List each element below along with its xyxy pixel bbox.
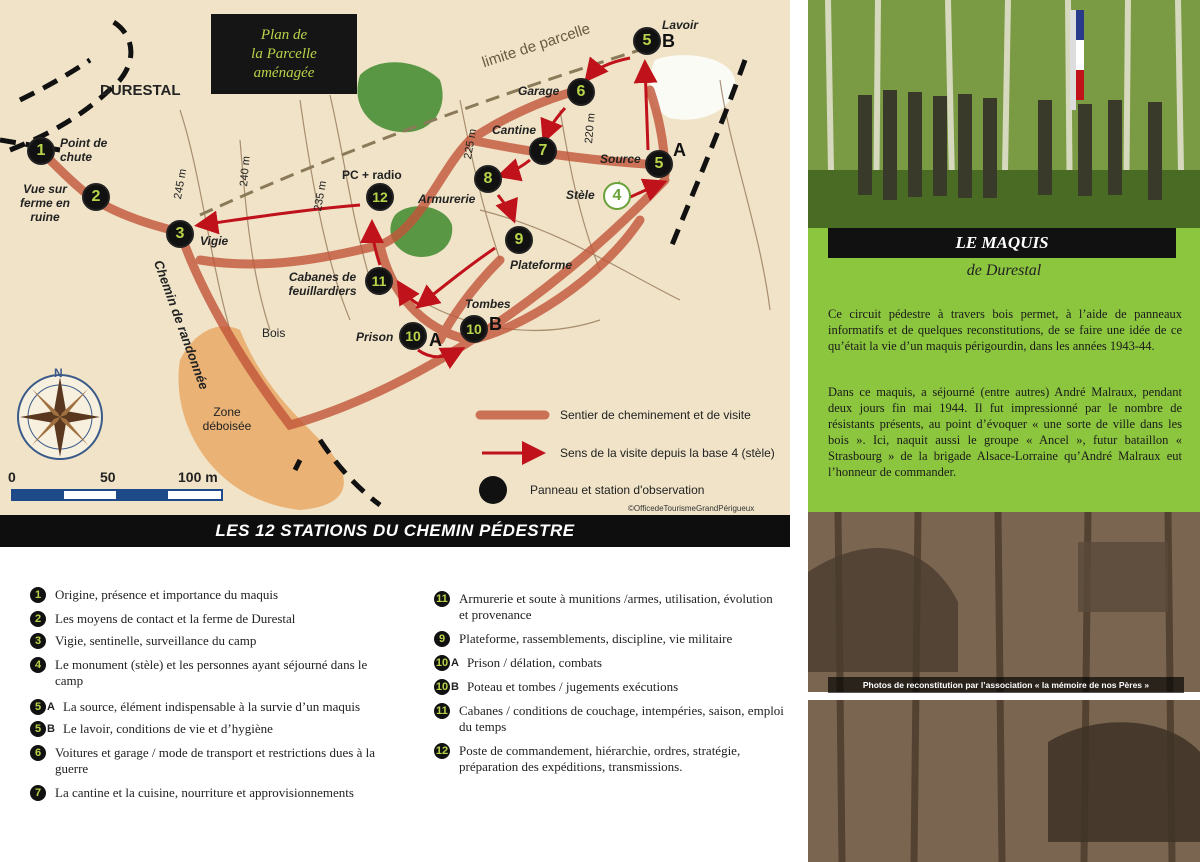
station-number: 10 (435, 681, 449, 693)
station-number-badge (434, 631, 451, 647)
station-5a-variant: A (673, 140, 686, 160)
photo-top-drawing (808, 0, 1200, 228)
station-description-item (30, 699, 390, 715)
station-number: 4 (30, 657, 46, 673)
station-number: 6 (30, 745, 46, 761)
station-number: 11 (434, 591, 450, 607)
station-10a-variant: A (429, 330, 442, 350)
stations-list (0, 547, 808, 862)
station-number: 9 (434, 631, 450, 647)
station-8-marker[interactable]: 8 (474, 165, 502, 193)
legend-station-symbol (479, 476, 507, 504)
maquis-subtitle: de Durestal (966, 262, 1042, 279)
photo-caption: Photos de reconstitution par l’association « la mémoire de nos Pères » (828, 677, 1184, 693)
chemin-randonnee-label: Chemin de randonnée (150, 258, 212, 392)
station-description-item (434, 631, 784, 647)
station-number-badge (30, 611, 47, 627)
station-number: 5 (30, 721, 46, 737)
station-description: Armurerie et soute à munitions /armes, utilisation, évolution et provenance (459, 591, 773, 622)
station-number: 1 (30, 587, 46, 603)
garage-label: Garage (518, 84, 560, 98)
pc-radio-label: PC + radio (342, 168, 402, 182)
station-10a-marker[interactable]: 10 (399, 322, 427, 350)
station-description: Le monument (stèle) et les personnes ayant séjourné dans le camp (55, 657, 368, 688)
station-number: 5 (30, 699, 46, 715)
station-number-badge (434, 591, 451, 607)
station-number-badge (30, 657, 47, 673)
station-description-item (30, 657, 390, 689)
contour-235-label: 235 m (312, 179, 330, 213)
station-description-item (30, 611, 390, 627)
contour-225-label: 225 m (462, 127, 480, 161)
plateforme-label: Plateforme (510, 258, 573, 272)
scale-hundred: 100 m (178, 469, 218, 485)
plan-title-line-2: la Parcelle (251, 45, 317, 62)
station-11-marker[interactable]: 11 (365, 267, 393, 295)
station-5b-variant: B (662, 31, 675, 51)
station-number-badge (30, 699, 55, 715)
station-description-item (434, 591, 784, 623)
station-3-marker[interactable]: 3 (166, 220, 194, 248)
station-10b-variant: B (489, 314, 502, 334)
station-description-item (30, 633, 390, 649)
station-variant: A (451, 657, 459, 669)
station-description-item (30, 587, 390, 603)
cantine-label: Cantine (492, 123, 537, 137)
photo-bottom-reconstitution (808, 512, 1200, 862)
map-credit: ©OfficedeTourismeGrandPérigueux (628, 504, 755, 513)
tombes-label: Tombes (465, 297, 511, 311)
scale-zero: 0 (8, 469, 16, 485)
scale-bar (12, 490, 222, 500)
station-description-item (434, 703, 784, 735)
lavoir-label: Lavoir (662, 18, 699, 32)
vue-ferme-label: Vue sur ferme en ruine (19, 182, 71, 224)
maquis-paragraph-2: Dans ce maquis, a séjourné (entre autres) André Malraux, pendant deux jours fin mai 1944. Il fut impressionné par le nombre de résistants présents, au point d’évoquer « une sorte de ville dans les bois ». Ici, naquit aussi le groupe « Ancel », futur bataillon « Strasbourg » de la brigade Alsace-Lorraine qu’André Malraux eut l’honneur de commander. (828, 385, 1182, 479)
bois-label: Bois (262, 326, 286, 340)
station-12-marker[interactable]: 12 (366, 183, 394, 211)
station-5b-marker[interactable]: 5 (633, 27, 661, 55)
station-description: Cabanes / conditions de couchage, intempéries, saison, emploi du temps (459, 703, 784, 734)
source-label: Source (600, 152, 641, 166)
station-number: 10 (435, 657, 449, 669)
station-description-item (30, 785, 390, 801)
station-description: Poste de commandement, hiérarchie, ordres, stratégie, préparation des expéditions, transmissions. (459, 743, 741, 774)
armurerie-label: Armurerie (418, 192, 476, 206)
station-description: Prison / délation, combats (466, 655, 602, 670)
station-description: La source, élément indispensable à la survie d’un maquis (62, 699, 361, 714)
stations-section-title: LES 12 STATIONS DU CHEMIN PÉDESTRE (0, 515, 790, 547)
station-number-badge (434, 679, 459, 695)
station-variant: B (47, 723, 55, 735)
station-number-badge (30, 633, 47, 649)
map-drawing (0, 0, 790, 515)
cabanes-label: Cabanes de feuillardiers (288, 270, 357, 298)
point-de-chute-label: Point de chute (60, 136, 108, 164)
station-description-item (30, 745, 390, 777)
station-2-marker[interactable]: 2 (82, 183, 110, 211)
station-description-item (30, 721, 390, 737)
station-number-badge (434, 743, 451, 759)
station-description: Le lavoir, conditions de vie et d’hygiène (62, 721, 273, 736)
maquis-paragraph-1: Ce circuit pédestre à travers bois permet, à l’aide de panneaux informatifs et de quelques reconstitutions, de se faire une idée de ce qu’était la vie d’un maquis périgourdin, dans les années 1943-44. (828, 307, 1182, 353)
station-description-item (434, 679, 784, 695)
station-variant: A (47, 701, 55, 713)
legend-trail-text: Sentier de cheminement et de visite (560, 408, 751, 422)
station-number-badge (30, 785, 47, 801)
station-number-badge (30, 587, 47, 603)
right-panel (808, 0, 1200, 862)
station-10b-marker[interactable]: 10 (460, 315, 488, 343)
legend-arrow-text: Sens de la visite depuis la base 4 (stèle) (560, 446, 775, 460)
station-description: Les moyens de contact et la ferme de Durestal (55, 611, 296, 626)
station-number-badge (434, 655, 459, 671)
station-9-marker[interactable]: 9 (505, 226, 533, 254)
north-label: N (54, 366, 63, 380)
stele-label: Stèle (566, 188, 595, 202)
station-description: Origine, présence et importance du maquis (55, 587, 279, 602)
contour-220-label: 220 m (583, 112, 598, 145)
contour-240-label: 240 m (238, 155, 253, 188)
station-number: 3 (30, 633, 46, 649)
zone-deboisee-label: Zone déboisée (202, 405, 252, 433)
station-description: Plateforme, rassemblements, discipline, vie militaire (459, 631, 733, 646)
station-number-badge (30, 721, 55, 737)
vigie-label: Vigie (200, 234, 229, 248)
station-description-item (434, 655, 784, 671)
station-number: 11 (434, 703, 450, 719)
station-description: Voitures et garage / mode de transport et restrictions dues à la guerre (55, 745, 375, 776)
station-number: 7 (30, 785, 46, 801)
compass-rose-icon (18, 375, 102, 459)
prison-label: Prison (356, 330, 394, 344)
station-7-marker[interactable]: 7 (529, 137, 557, 165)
parcel-limit-label: limite de parcelle (480, 20, 593, 72)
durestal-label: DURESTAL (100, 82, 181, 99)
station-4-marker[interactable]: 4 (603, 182, 631, 210)
maquis-title: LE MAQUIS (828, 228, 1176, 258)
station-number: 12 (435, 745, 449, 757)
station-variant: B (451, 681, 459, 693)
photo-top-forest-ceremony (808, 0, 1200, 228)
station-number-badge (30, 745, 47, 761)
plan-title (211, 14, 357, 94)
plan-title-line-1: Plan de (260, 26, 308, 43)
station-description: Poteau et tombes / jugements exécutions (466, 679, 679, 694)
station-5a-marker[interactable]: 5 (645, 150, 673, 178)
station-6-marker[interactable]: 6 (567, 78, 595, 106)
station-1-marker[interactable]: 1 (27, 137, 55, 165)
station-description-item (434, 743, 784, 775)
station-number-badge (434, 703, 451, 719)
maquis-info-panel (808, 228, 1200, 512)
scale-fifty: 50 (100, 469, 116, 485)
station-description: Vigie, sentinelle, surveillance du camp (55, 633, 257, 648)
legend-station-text: Panneau et station d'observation (530, 483, 705, 497)
map-panel (0, 0, 790, 515)
plan-title-line-3: aménagée (253, 64, 315, 81)
station-number: 2 (30, 611, 46, 627)
station-description: La cantine et la cuisine, nourriture et approvisionnements (55, 785, 354, 800)
contour-245-label: 245 m (172, 167, 190, 201)
